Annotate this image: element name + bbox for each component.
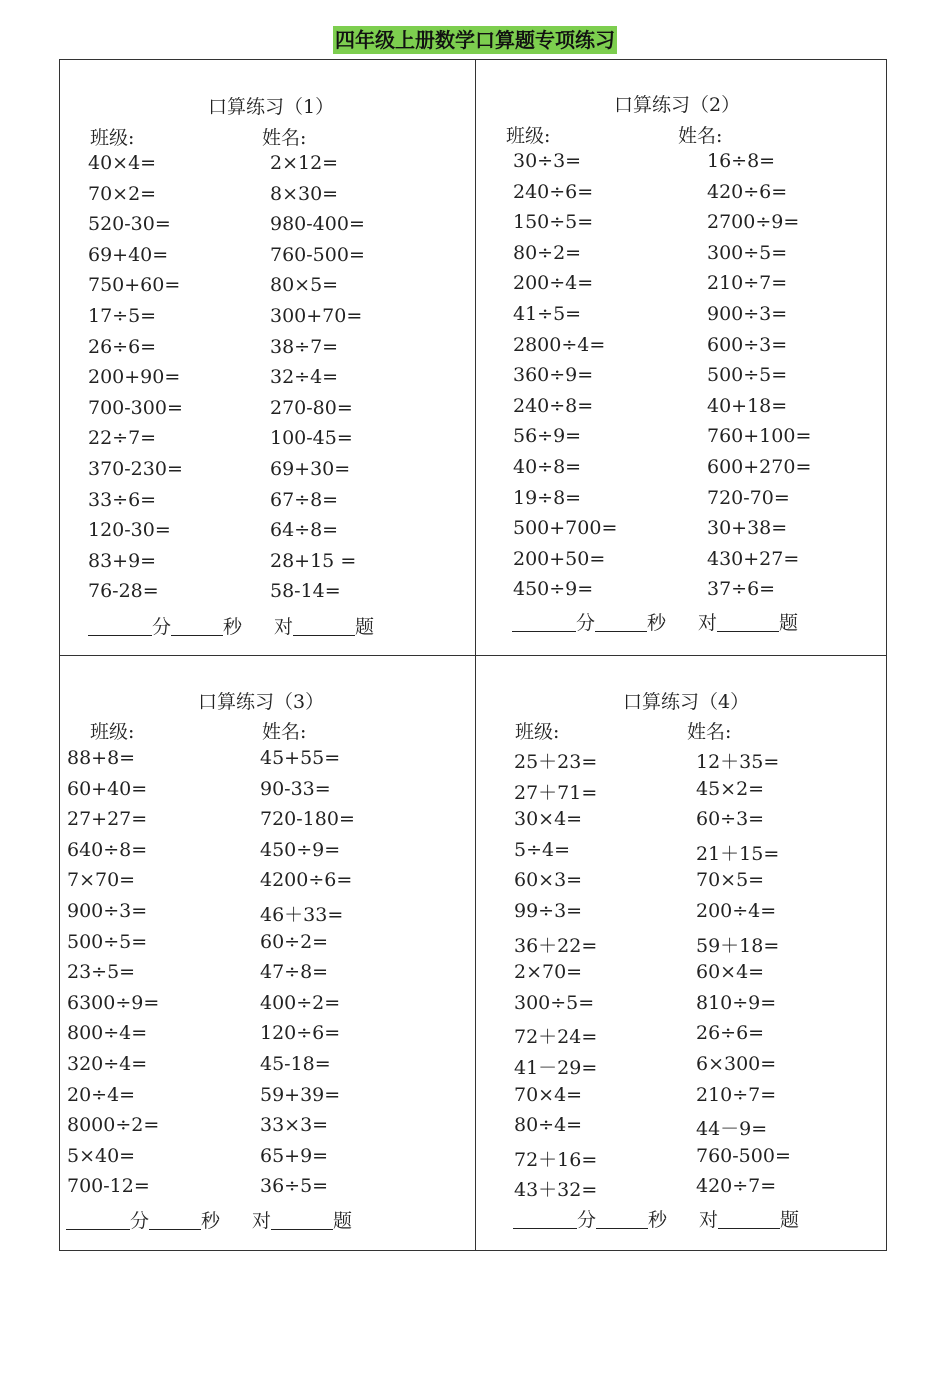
- problem-right: 45-18=: [260, 1053, 331, 1075]
- problem-left: 99÷3=: [514, 900, 583, 922]
- time-score-line: [512, 608, 798, 635]
- problem-right: 65+9=: [260, 1144, 329, 1167]
- time-score-line: [513, 1205, 799, 1232]
- problem-left: 27+27=: [67, 808, 148, 831]
- name-label: 姓名:: [678, 125, 723, 147]
- problem-right: 33×3=: [260, 1114, 329, 1137]
- problem-left: 76-28=: [88, 580, 159, 603]
- problem-right: 720-70=: [707, 486, 790, 509]
- problem-left: 370-230=: [88, 458, 183, 480]
- problem-left: 43＋32=: [514, 1179, 598, 1202]
- problem-right: 26÷6=: [696, 1022, 765, 1045]
- problem-right: 2×12=: [270, 152, 339, 174]
- correct-count-blank[interactable]: [293, 617, 355, 636]
- problem-right: 810÷9=: [696, 991, 777, 1014]
- problem-left: 5×40=: [67, 1144, 136, 1167]
- problem-left: 36＋22=: [514, 934, 598, 957]
- problem-left: 20÷4=: [67, 1083, 136, 1106]
- problem-right: 760-500=: [270, 243, 365, 266]
- problem-left: 60+40=: [67, 777, 148, 800]
- problem-right: 12＋35=: [696, 751, 780, 773]
- problem-left: 150÷5=: [513, 211, 594, 234]
- seconds-blank[interactable]: [171, 617, 223, 636]
- correct-count-blank[interactable]: [718, 1210, 780, 1229]
- problem-right: 300÷5=: [707, 241, 788, 264]
- problem-left: 33÷6=: [88, 488, 157, 511]
- problem-left: 72＋24=: [514, 1026, 598, 1049]
- seconds-blank[interactable]: [149, 1211, 201, 1230]
- problem-left: 240÷8=: [513, 394, 594, 417]
- problem-left: 56÷9=: [513, 425, 582, 448]
- seconds-label: 秒: [201, 1210, 221, 1232]
- problem-right: 45+55=: [260, 747, 341, 769]
- problem-right: 120÷6=: [260, 1022, 341, 1045]
- problem-left: 750+60=: [88, 274, 181, 297]
- section-heading: 口算练习（1）: [208, 96, 335, 118]
- problem-left: 30÷3=: [513, 150, 582, 172]
- seconds-label: 秒: [223, 616, 243, 638]
- problem-left: 70×4=: [514, 1083, 583, 1106]
- problem-right: 2700÷9=: [707, 211, 800, 234]
- problem-left: 320÷4=: [67, 1053, 148, 1075]
- problem-left: 200÷4=: [513, 272, 594, 295]
- problem-right: 47÷8=: [260, 961, 329, 984]
- problem-left: 19÷8=: [513, 486, 582, 509]
- problem-right: 36÷5=: [260, 1175, 329, 1198]
- problem-left: 41－29=: [514, 1057, 598, 1079]
- name-label: 姓名:: [262, 127, 307, 149]
- class-label: 班级:: [515, 721, 560, 743]
- correct-count-blank[interactable]: [271, 1211, 333, 1230]
- problem-left: 450÷9=: [513, 578, 594, 601]
- questions-label: 题: [779, 612, 799, 634]
- problem-left: 200+50=: [513, 547, 606, 570]
- minutes-label: 分: [576, 612, 596, 634]
- problem-left: 26÷6=: [88, 335, 157, 358]
- problem-right: 60×4=: [696, 961, 765, 984]
- problem-left: 120-30=: [88, 519, 171, 542]
- correct-count-blank[interactable]: [717, 613, 779, 632]
- grid-horizontal-divider: [59, 655, 887, 656]
- correct-label: 对: [698, 612, 718, 634]
- problem-right: 4200÷6=: [260, 869, 353, 892]
- problem-right: 450÷9=: [260, 838, 341, 861]
- problem-left: 240÷6=: [513, 180, 594, 203]
- problem-right: 210÷7=: [696, 1083, 777, 1106]
- problem-right: 760+100=: [707, 425, 812, 448]
- problem-left: 80÷2=: [513, 241, 582, 264]
- problem-left: 500÷5=: [67, 930, 148, 953]
- problem-right: 6×300=: [696, 1053, 777, 1075]
- problem-left: 640÷8=: [67, 838, 148, 861]
- problem-left: 200+90=: [88, 366, 181, 389]
- problem-right: 300+70=: [270, 305, 363, 327]
- problem-right: 30+38=: [707, 517, 788, 540]
- problem-right: 720-180=: [260, 808, 355, 831]
- problem-right: 32÷4=: [270, 366, 339, 389]
- minutes-blank[interactable]: [512, 613, 576, 632]
- problem-right: 600+270=: [707, 456, 812, 478]
- problem-right: 45×2=: [696, 777, 765, 800]
- problem-left: 2800÷4=: [513, 333, 606, 356]
- seconds-blank[interactable]: [596, 1210, 648, 1229]
- problem-right: 500÷5=: [707, 364, 788, 387]
- problem-left: 69+40=: [88, 243, 169, 266]
- problem-left: 40÷8=: [513, 456, 582, 478]
- problem-left: 6300÷9=: [67, 991, 160, 1014]
- problem-right: 270-80=: [270, 396, 353, 419]
- problem-left: 900÷3=: [67, 900, 148, 922]
- problem-left: 5÷4=: [514, 838, 571, 861]
- problem-right: 59＋18=: [696, 934, 780, 957]
- class-label: 班级:: [90, 721, 135, 743]
- questions-label: 题: [355, 616, 375, 638]
- problem-right: 200÷4=: [696, 900, 777, 922]
- problem-left: 88+8=: [67, 747, 136, 769]
- name-label: 姓名:: [262, 721, 307, 743]
- worksheet-title: 四年级上册数学口算题专项练习: [335, 28, 615, 52]
- minutes-blank[interactable]: [88, 617, 152, 636]
- name-label: 姓名:: [687, 721, 732, 743]
- problem-left: 70×2=: [88, 182, 157, 205]
- problem-right: 430+27=: [707, 547, 800, 570]
- correct-label: 对: [252, 1210, 272, 1232]
- seconds-label: 秒: [647, 612, 667, 634]
- problem-left: 72＋16=: [514, 1148, 598, 1171]
- problem-left: 300÷5=: [514, 991, 595, 1014]
- problem-right: 69+30=: [270, 458, 351, 480]
- problem-right: 28+15 =: [270, 549, 357, 572]
- problem-left: 60×3=: [514, 869, 583, 892]
- problem-right: 67÷8=: [270, 488, 339, 511]
- correct-label: 对: [699, 1209, 719, 1231]
- problem-right: 80×5=: [270, 274, 339, 297]
- problem-left: 40×4=: [88, 152, 157, 174]
- problem-right: 420÷6=: [707, 180, 788, 203]
- section-heading: 口算练习（2）: [614, 94, 741, 116]
- problem-right: 21＋15=: [696, 842, 780, 865]
- time-score-line: [88, 612, 374, 639]
- problem-left: 7×70=: [67, 869, 136, 892]
- problem-left: 83+9=: [88, 549, 157, 572]
- problem-right: 210÷7=: [707, 272, 788, 295]
- problem-left: 27＋71=: [514, 781, 598, 804]
- problem-right: 90-33=: [260, 777, 331, 800]
- problem-right: 760-500=: [696, 1144, 791, 1167]
- problem-right: 900÷3=: [707, 303, 788, 325]
- questions-label: 题: [780, 1209, 800, 1231]
- minutes-label: 分: [152, 616, 172, 638]
- class-label: 班级:: [506, 125, 551, 147]
- problem-left: 30×4=: [514, 808, 583, 831]
- problem-right: 58-14=: [270, 580, 341, 603]
- problem-right: 8×30=: [270, 182, 339, 205]
- problem-right: 600÷3=: [707, 333, 788, 356]
- correct-label: 对: [274, 616, 294, 638]
- seconds-label: 秒: [648, 1209, 668, 1231]
- seconds-blank[interactable]: [595, 613, 647, 632]
- problem-left: 8000÷2=: [67, 1114, 160, 1137]
- problem-left: 800÷4=: [67, 1022, 148, 1045]
- problem-right: 64÷8=: [270, 519, 339, 542]
- problem-left: 25＋23=: [514, 751, 598, 773]
- section-heading: 口算练习（4）: [623, 691, 750, 713]
- problem-right: 420÷7=: [696, 1175, 777, 1198]
- problem-right: 44－9=: [696, 1118, 768, 1141]
- time-score-line: [66, 1206, 352, 1233]
- questions-label: 题: [333, 1210, 353, 1232]
- minutes-blank[interactable]: [66, 1211, 130, 1230]
- problem-right: 40+18=: [707, 394, 788, 417]
- minutes-label: 分: [130, 1210, 150, 1232]
- problem-left: 500+700=: [513, 517, 618, 540]
- problem-right: 38÷7=: [270, 335, 339, 358]
- problem-left: 41÷5=: [513, 303, 582, 325]
- problem-left: 23÷5=: [67, 961, 136, 984]
- problem-right: 70×5=: [696, 869, 765, 892]
- problem-right: 37÷6=: [707, 578, 776, 601]
- problem-left: 2×70=: [514, 961, 583, 984]
- problem-right: 60÷3=: [696, 808, 765, 831]
- minutes-label: 分: [577, 1209, 597, 1231]
- problem-left: 700-300=: [88, 396, 183, 419]
- problem-left: 360÷9=: [513, 364, 594, 387]
- problem-right: 16÷8=: [707, 150, 776, 172]
- minutes-blank[interactable]: [513, 1210, 577, 1229]
- class-label: 班级:: [90, 127, 135, 149]
- problem-left: 700-12=: [67, 1175, 150, 1198]
- problem-right: 60÷2=: [260, 930, 329, 953]
- problem-right: 46＋33=: [260, 904, 344, 926]
- section-heading: 口算练习（3）: [198, 691, 325, 713]
- problem-left: 22÷7=: [88, 427, 157, 450]
- problem-right: 100-45=: [270, 427, 353, 450]
- problem-right: 980-400=: [270, 213, 365, 236]
- problem-right: 59+39=: [260, 1083, 341, 1106]
- problem-left: 520-30=: [88, 213, 171, 236]
- problem-right: 400÷2=: [260, 991, 341, 1014]
- worksheet-title-wrap: [0, 26, 950, 54]
- problem-left: 17÷5=: [88, 305, 157, 327]
- problem-left: 80÷4=: [514, 1114, 583, 1137]
